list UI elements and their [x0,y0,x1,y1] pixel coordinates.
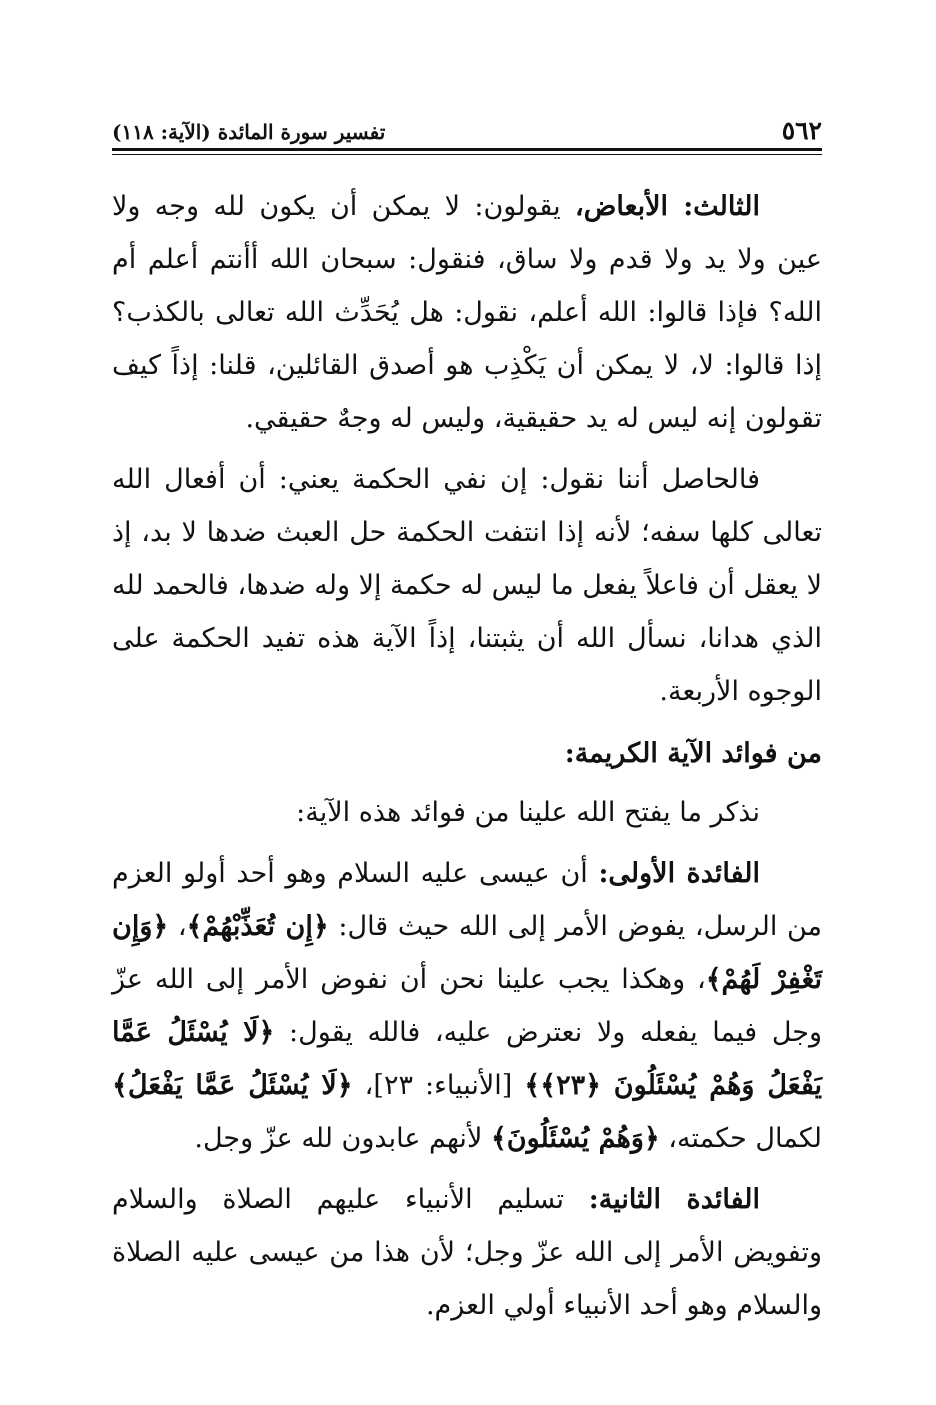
paragraph-lead: الفائدة الأولى: [598,858,760,889]
running-title: تفسير سورة المائدة (الآية: ١١٨) [112,120,386,144]
paragraph-text: فالحاصل أننا نقول: إن نفي الحكمة يعني: أن أفعال الله تعالى كلها سفه؛ لأنه إذا انتفت الحكمة حل العبث ضدها لا بد، إذ لا يعقل أن فاعلاً يفعل ما ليس له حكمة إلا وله ضدها، فالحمد لله الذي هدانا، نسأل الله أن يثبتنا، إذاً الآية هذه تفيد الحكمة على الوجوه الأربعة. [112,464,822,707]
page-number: ٥٦٢ [781,116,822,145]
paragraph-conclusion [112,453,822,718]
quran-quote: ﴿لَا يُسْئَلُ عَمَّا يَفْعَلُ﴾ [112,1070,353,1101]
quran-quote: ﴿وَإِن تَغْفِرْ لَهُمْ﴾ [112,911,822,995]
paragraph-intro [112,786,822,839]
paragraph-text: تسليم الأنبياء عليهم الصلاة والسلام وتفويض الأمر إلى الله عزّ وجل؛ لأن هذا من عيسى عليه الصلاة والسلام وهو أحد الأنبياء أولي العزم. [112,1184,822,1321]
paragraph-text: ، وهكذا يجب علينا نحن أن نفوض الأمر إلى الله عزّ وجل فيما يفعله ولا نعترض عليه، فالله يقول: [112,964,822,1048]
header-rule-thick [112,148,822,151]
paragraph-text: يقولون: لا يمكن أن يكون لله وجه ولا عين ولا يد ولا قدم ولا ساق، فنقول: سبحان الله أأنتم أعلم أم الله؟ فإذا قالوا: الله أعلم، نقول: هل يُحَدِّث الله تعالى بالكذب؟ إذا قالوا: لا، لا يمكن أن يَكْذِب هو أصدق القائلين، قلنا: إذاً كيف تقولون إنه ليس له يد حقيقية، وليس له وجهٌ حقيقي. [112,191,822,434]
page-body [112,180,822,1340]
paragraph-second-benefit [112,1173,822,1332]
quran-quote: ﴿إِن تُعَذِّبْهُمْ﴾ [186,911,329,942]
paragraph-first-benefit [112,847,822,1165]
paragraph-text: لأنهم عابدون لله عزّ وجل. [194,1123,491,1154]
quran-quote: ﴿وَهُمْ يُسْئَلُونَ﴾ [490,1123,660,1154]
paragraph-text: لكمال حكمته، [659,1123,822,1154]
paragraph-text: أن عيسى عليه السلام وهو أحد أولو العزم من الرسل، يفوض الأمر إلى الله حيث قال: [112,858,823,942]
paragraph-lead: الثالث: الأبعاض، [574,191,761,222]
paragraph-third-point [112,180,822,445]
paragraph-lead: الفائدة الثانية: [588,1184,760,1215]
section-heading: من فوائد الآية الكريمة: [564,738,822,769]
quran-quote: ﴿لَا يُسْئَلُ عَمَّا يَفْعَلُ وَهُمْ يُسْئَلُونَ ﴿٢٣﴾﴾ [112,1017,822,1101]
paragraph-text: نذكر ما يفتح الله علينا من فوائد هذه الآية: [296,797,760,828]
header-rule-thin [112,154,822,155]
paragraph-text: ، [168,911,187,942]
running-head [112,110,822,146]
paragraph-text: [الأنبياء: ٢٣]، [352,1070,525,1101]
